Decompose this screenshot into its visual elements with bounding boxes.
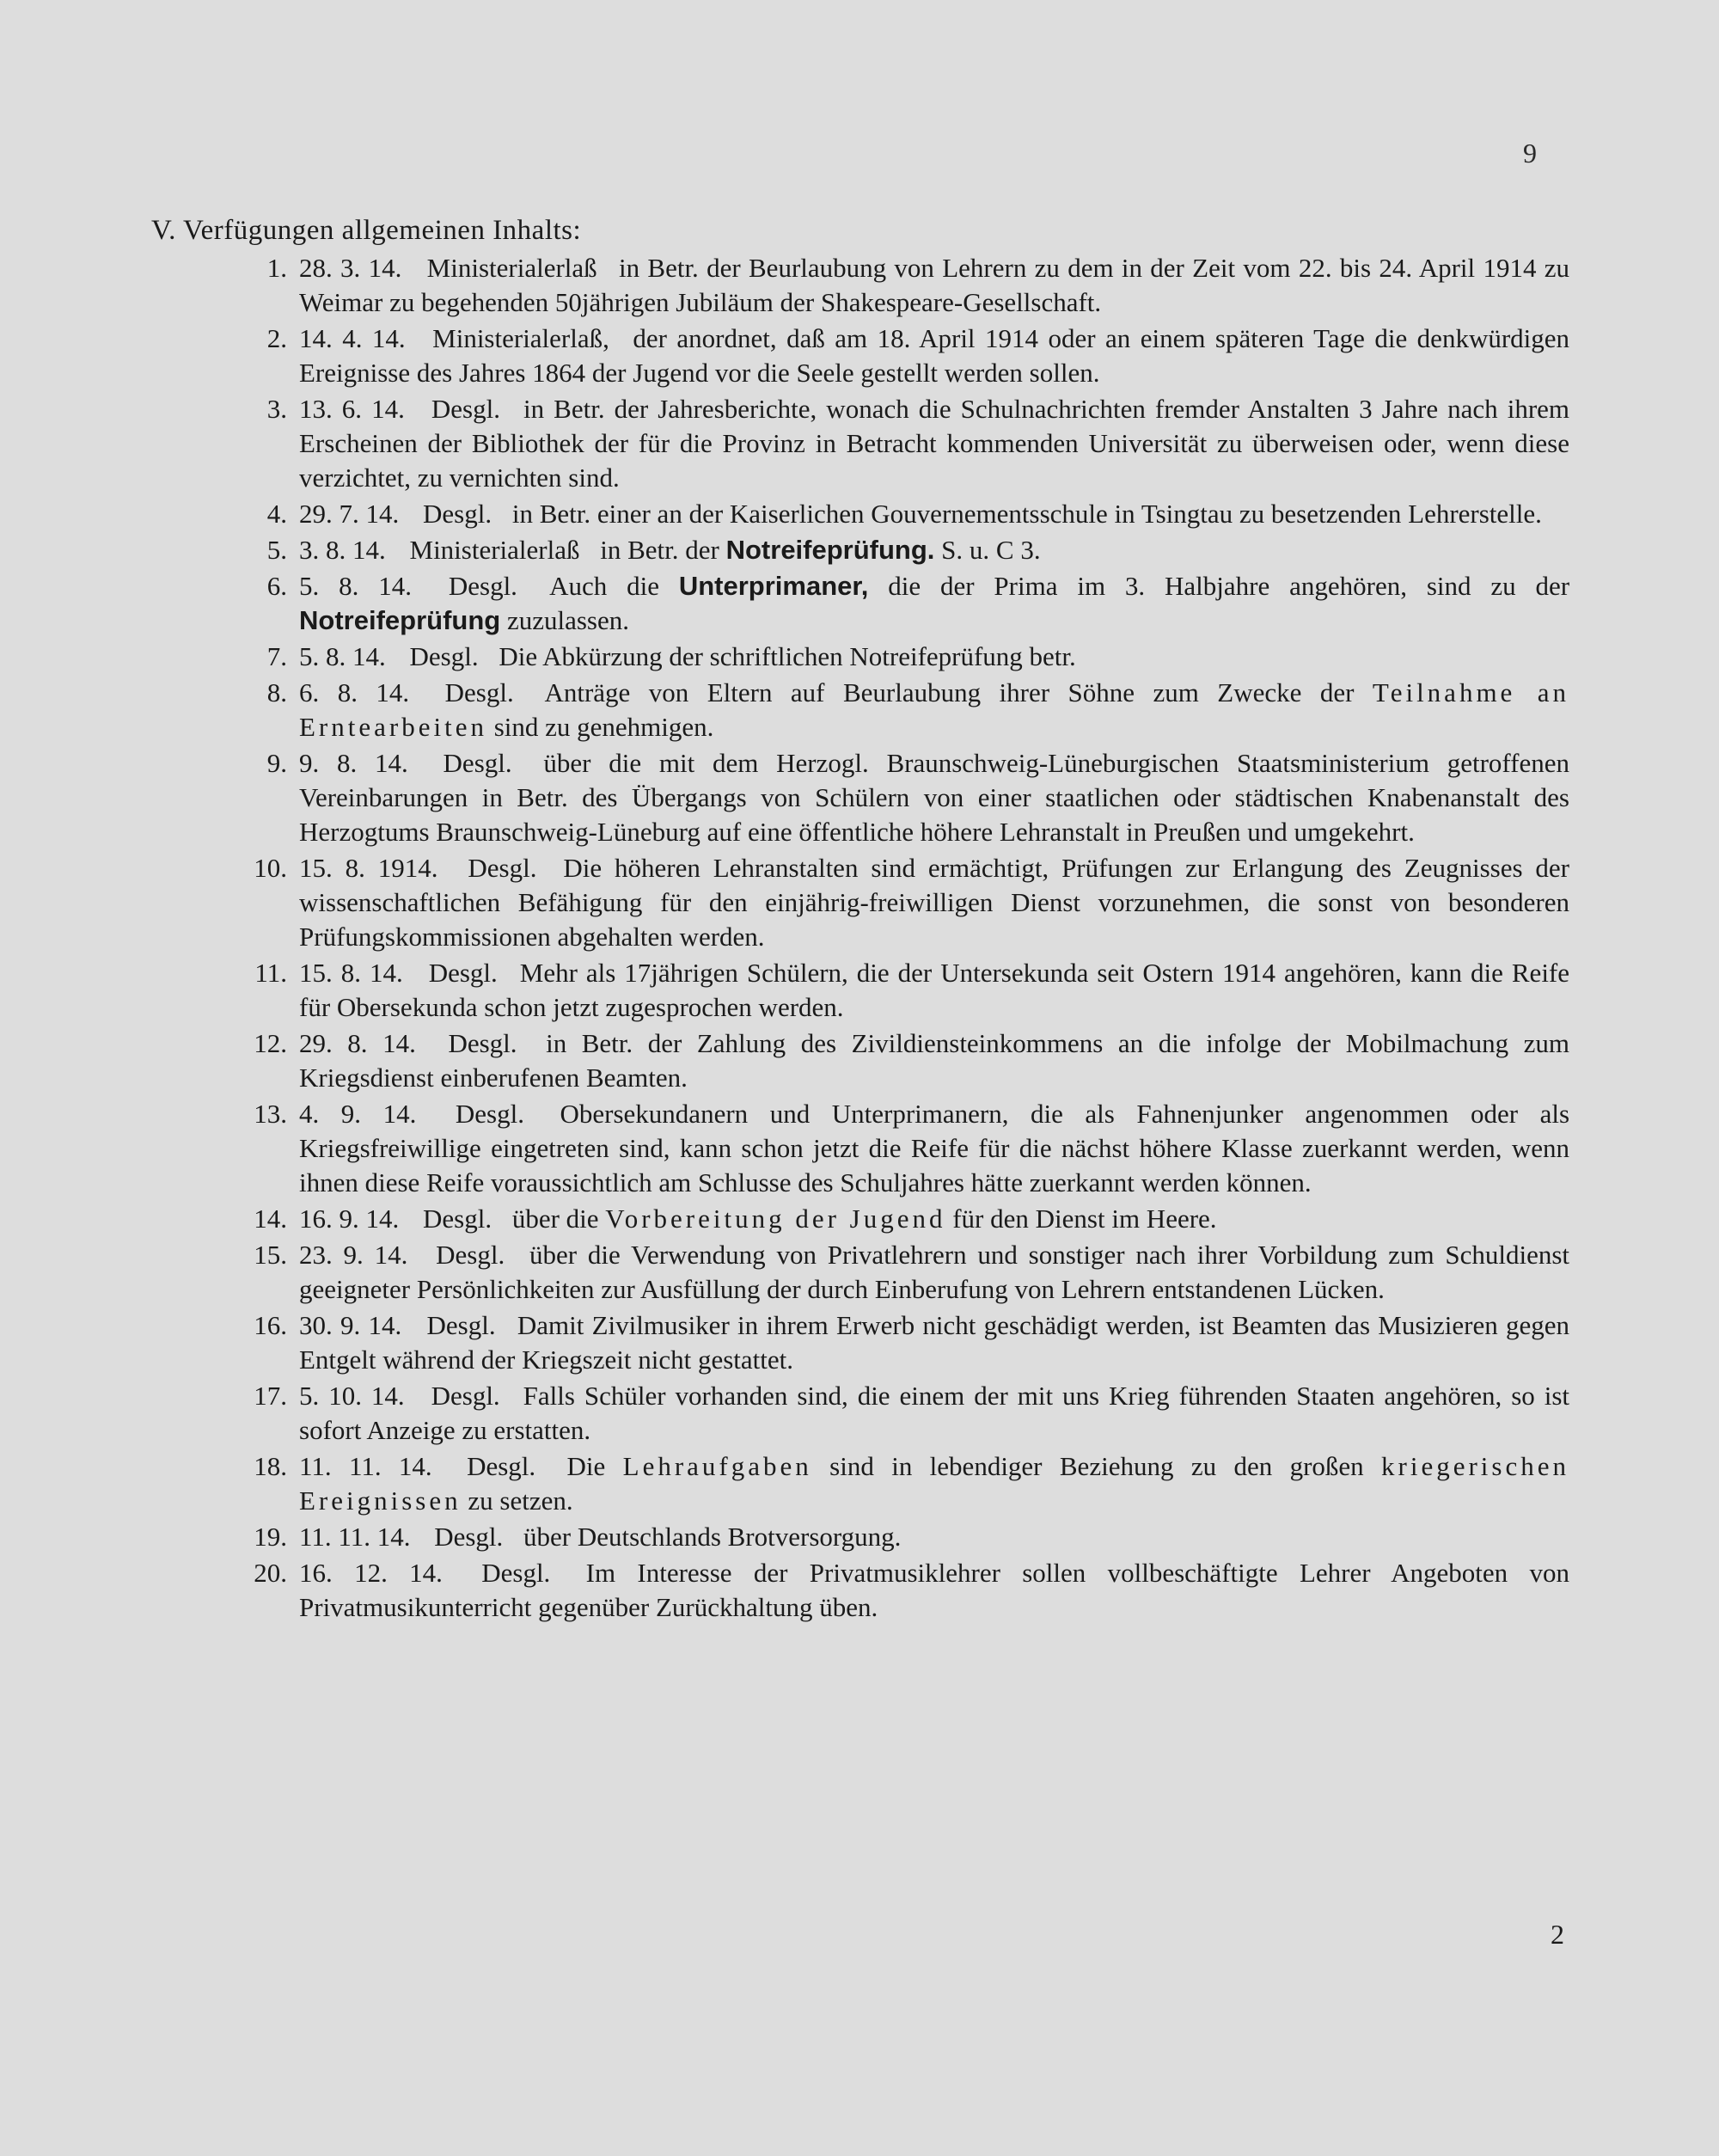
entry-number: 19. xyxy=(254,1522,287,1552)
entry-text: Falls Schüler vorhanden sind, die einem der mit uns Krieg führenden Staaten angehören, so ist sofort Anzeige zu erstatten. xyxy=(299,1381,1569,1445)
entry-kind: Desgl. xyxy=(448,1028,517,1058)
entry-text: Auch die xyxy=(549,571,659,601)
entry-kind: Ministerialerlaß xyxy=(426,253,597,283)
list-item xyxy=(151,251,1569,320)
list-item xyxy=(151,1520,1569,1554)
entry-text: Anträge von Eltern auf Beurlaubung ihrer Söhne zum Zwecke der xyxy=(544,677,1355,707)
entry-text: über Deutschlands Brotversorgung. xyxy=(523,1522,902,1552)
entry-date: 5. 10. 14. xyxy=(299,1381,405,1411)
entry-text: Obersekundanern und Unterprimanern, die als Fahnenjunker angenommen oder als Kriegsfreiwillige eingetreten sind, kann schon jetzt die Reife für die nächst höhere Klasse zuerkannt werden, wenn ihnen diese Reife voraussichtlich am Schlusse des Schuljahres hätte zuerkannt werden können. xyxy=(299,1099,1570,1197)
entry-date: 5. 8. 14. xyxy=(299,571,412,601)
sheet-signature-number: 2 xyxy=(1551,1919,1564,1950)
entry-date: 9. 8. 14. xyxy=(299,748,408,778)
entry-number: 10. xyxy=(254,853,287,883)
list-item xyxy=(151,497,1569,531)
entry-kind: Desgl. xyxy=(426,1310,496,1340)
entry-text: sind zu genehmigen. xyxy=(493,712,714,742)
entry-kind: Desgl. xyxy=(448,571,517,601)
entry-text: Damit Zivilmusiker in ihrem Erwerb nicht geschädigt werden, ist Beamten das Musizieren gegen Entgelt während der Kriegszeit nicht gestattet. xyxy=(299,1310,1570,1375)
entry-date: 28. 3. 14. xyxy=(299,253,402,283)
entry-text: über die mit dem Herzogl. Braunschweig-Lüneburgischen Staatsministerium getroffenen Vereinbarungen in Betr. des Übergangs von Schülern von einer staatlichen oder städtischen Knabenanstalt des Herzogtums Braunschweig-Lüneburg auf eine öffentliche höhere Lehranstalt in Preußen und umgekehrt. xyxy=(299,748,1569,847)
entry-emphasis: Unterprimaner, xyxy=(678,571,869,601)
entry-text: Mehr als 17jährigen Schülern, die der Untersekunda seit Ostern 1914 angehören, kann die Reife für Obersekunda schon jetzt zugesprochen werden. xyxy=(299,958,1570,1022)
list-item xyxy=(151,676,1569,744)
entry-kind: Desgl. xyxy=(431,394,500,424)
entry-date: 30. 9. 14. xyxy=(299,1310,402,1340)
list-item xyxy=(151,1097,1569,1200)
entry-text: zu setzen. xyxy=(468,1485,573,1516)
entry-date: 15. 8. 1914. xyxy=(299,853,438,883)
entry-text: in Betr. der Beurlaubung von Lehrern zu dem in der Zeit vom 22. bis 24. April 1914 zu Weimar zu begehenden 50jährigen Jubiläum der Shakespeare-Gesellschaft. xyxy=(299,253,1570,317)
entry-number: 8. xyxy=(266,677,287,707)
list-item xyxy=(151,746,1569,849)
entry-text: über die Verwendung von Privatlehrern und sonstiger nach ihrer Vorbildung zum Schuldienst geeigneter Persönlichkeiten zur Ausfüllung der durch Einberufung von Lehrern entstandenen Lücken. xyxy=(299,1240,1570,1304)
entry-text: für den Dienst im Heere. xyxy=(952,1204,1217,1234)
entry-emphasis: Notreifeprüfung. xyxy=(725,535,935,565)
entry-text: in Betr. der Jahresberichte, wonach die Schulnachrichten fremder Anstalten 3 Jahre nach ihrem Erscheinen der Bibliothek der für die Provinz in Betracht kommenden Universität zu überweisen oder, wenn diese verzichtet, zu vernichten sind. xyxy=(299,394,1570,493)
entry-date: 15. 8. 14. xyxy=(299,958,403,988)
entry-date: 3. 8. 14. xyxy=(299,535,386,565)
entry-text: Die höheren Lehranstalten sind ermächtigt, Prüfungen zur Erlangung des Zeugnisses der wissenschaftlichen Befähigung für den einjährig-freiwilligen Dienst vorzunehmen, die sonst von besonderen Prüfungskommissionen abgehalten werden. xyxy=(299,853,1570,952)
entry-date: 14. 4. 14. xyxy=(299,323,406,353)
entry-number: 9. xyxy=(266,748,287,778)
list-item xyxy=(151,1238,1569,1307)
entry-kind: Ministerialerlaß xyxy=(409,535,580,565)
entry-kind: Desgl. xyxy=(443,748,512,778)
entry-kind: Desgl. xyxy=(455,1099,524,1129)
entry-number: 2. xyxy=(266,323,287,353)
entry-kind: Desgl. xyxy=(468,853,537,883)
entry-number: 4. xyxy=(266,499,287,529)
list-item xyxy=(151,322,1569,390)
entry-text: die der Prima im 3. Halbjahre angehören, sind zu der xyxy=(888,571,1570,601)
entry-text: in Betr. einer an der Kaiserlichen Gouvernementsschule in Tsingtau zu besetzenden Lehrerstelle. xyxy=(511,499,1542,529)
list-item xyxy=(151,1379,1569,1448)
entry-number: 1. xyxy=(266,253,287,283)
entry-date: 11. 11. 14. xyxy=(299,1522,411,1552)
entry-spaced-text: Lehraufgaben xyxy=(622,1451,812,1481)
entry-date: 4. 9. 14. xyxy=(299,1099,417,1129)
entry-number: 16. xyxy=(254,1310,287,1340)
entry-date: 23. 9. 14. xyxy=(299,1240,408,1270)
entry-text: Die xyxy=(566,1451,606,1481)
list-item xyxy=(151,1202,1569,1236)
page-number: 9 xyxy=(1523,138,1537,168)
entry-kind: Desgl. xyxy=(428,958,498,988)
entry-kind: Desgl. xyxy=(423,499,492,529)
list-item xyxy=(151,569,1569,638)
entry-kind: Desgl. xyxy=(436,1240,505,1270)
entry-kind: Desgl. xyxy=(481,1558,551,1588)
entry-number: 3. xyxy=(266,394,287,424)
entry-kind: Desgl. xyxy=(409,641,479,671)
list-item xyxy=(151,1556,1569,1625)
list-item xyxy=(151,640,1569,674)
entry-list xyxy=(151,251,1569,1626)
entry-number: 18. xyxy=(254,1451,287,1481)
entry-number: 7. xyxy=(266,641,287,671)
list-item xyxy=(151,1449,1569,1518)
entry-text: sind in lebendiger Beziehung zu den großen xyxy=(829,1451,1364,1481)
entry-kind: Desgl. xyxy=(431,1381,500,1411)
entry-kind: Ministerialerlaß, xyxy=(432,323,609,353)
entry-text: S. u. C 3. xyxy=(941,535,1041,565)
entry-number: 13. xyxy=(254,1099,287,1129)
entry-spaced-text: kriegerischen Ereignissen xyxy=(299,1451,1570,1516)
entry-kind: Desgl. xyxy=(467,1451,536,1481)
entry-date: 5. 8. 14. xyxy=(299,641,386,671)
entry-number: 5. xyxy=(266,535,287,565)
entry-text: in Betr. der xyxy=(600,535,719,565)
entry-number: 14. xyxy=(254,1204,287,1234)
list-item xyxy=(151,392,1569,495)
entry-text: Die Abkürzung der schriftlichen Notreifeprüfung betr. xyxy=(499,641,1076,671)
entry-date: 11. 11. 14. xyxy=(299,1451,432,1481)
entry-spaced-text: Vorbereitung der Jugend xyxy=(605,1204,946,1234)
entry-number: 6. xyxy=(266,571,287,601)
entry-date: 29. 8. 14. xyxy=(299,1028,416,1058)
entry-number: 15. xyxy=(254,1240,287,1270)
list-item xyxy=(151,1026,1569,1095)
list-item xyxy=(151,1308,1569,1377)
entry-number: 12. xyxy=(254,1028,287,1058)
entry-text: zuzulassen. xyxy=(506,605,629,635)
entry-date: 29. 7. 14. xyxy=(299,499,400,529)
entry-text: in Betr. der Zahlung des Zivildiensteinkommens an die infolge der Mobilmachung zum Kriegsdienst einberufenen Beamten. xyxy=(299,1028,1570,1093)
entry-text: der anordnet, daß am 18. April 1914 oder an einem späteren Tage die denkwürdigen Ereignisse des Jahres 1864 der Jugend vor die Seele gestellt werden sollen. xyxy=(299,323,1570,388)
entry-spaced-text: Teilnahme an Erntearbeiten xyxy=(299,677,1570,742)
entry-kind: Desgl. xyxy=(423,1204,492,1234)
entry-text: Im Interesse der Privatmusiklehrer sollen vollbeschäftigte Lehrer Angeboten von Privatmusikunterricht gegenüber Zurückhaltung üben. xyxy=(299,1558,1570,1622)
entry-date: 16. 12. 14. xyxy=(299,1558,443,1588)
entry-kind: Desgl. xyxy=(434,1522,504,1552)
entry-number: 11. xyxy=(254,958,287,988)
entry-number: 20. xyxy=(254,1558,287,1588)
entry-text: über die xyxy=(511,1204,599,1234)
entry-emphasis: Notreifeprüfung xyxy=(299,605,501,635)
list-item xyxy=(151,851,1569,954)
entry-date: 6. 8. 14. xyxy=(299,677,410,707)
entry-date: 16. 9. 14. xyxy=(299,1204,400,1234)
list-item xyxy=(151,533,1569,567)
section-heading: V. Verfügungen allgemeinen Inhalts: xyxy=(151,215,582,246)
entry-kind: Desgl. xyxy=(444,677,514,707)
entry-date: 13. 6. 14. xyxy=(299,394,405,424)
entry-number: 17. xyxy=(254,1381,287,1411)
list-item xyxy=(151,956,1569,1025)
